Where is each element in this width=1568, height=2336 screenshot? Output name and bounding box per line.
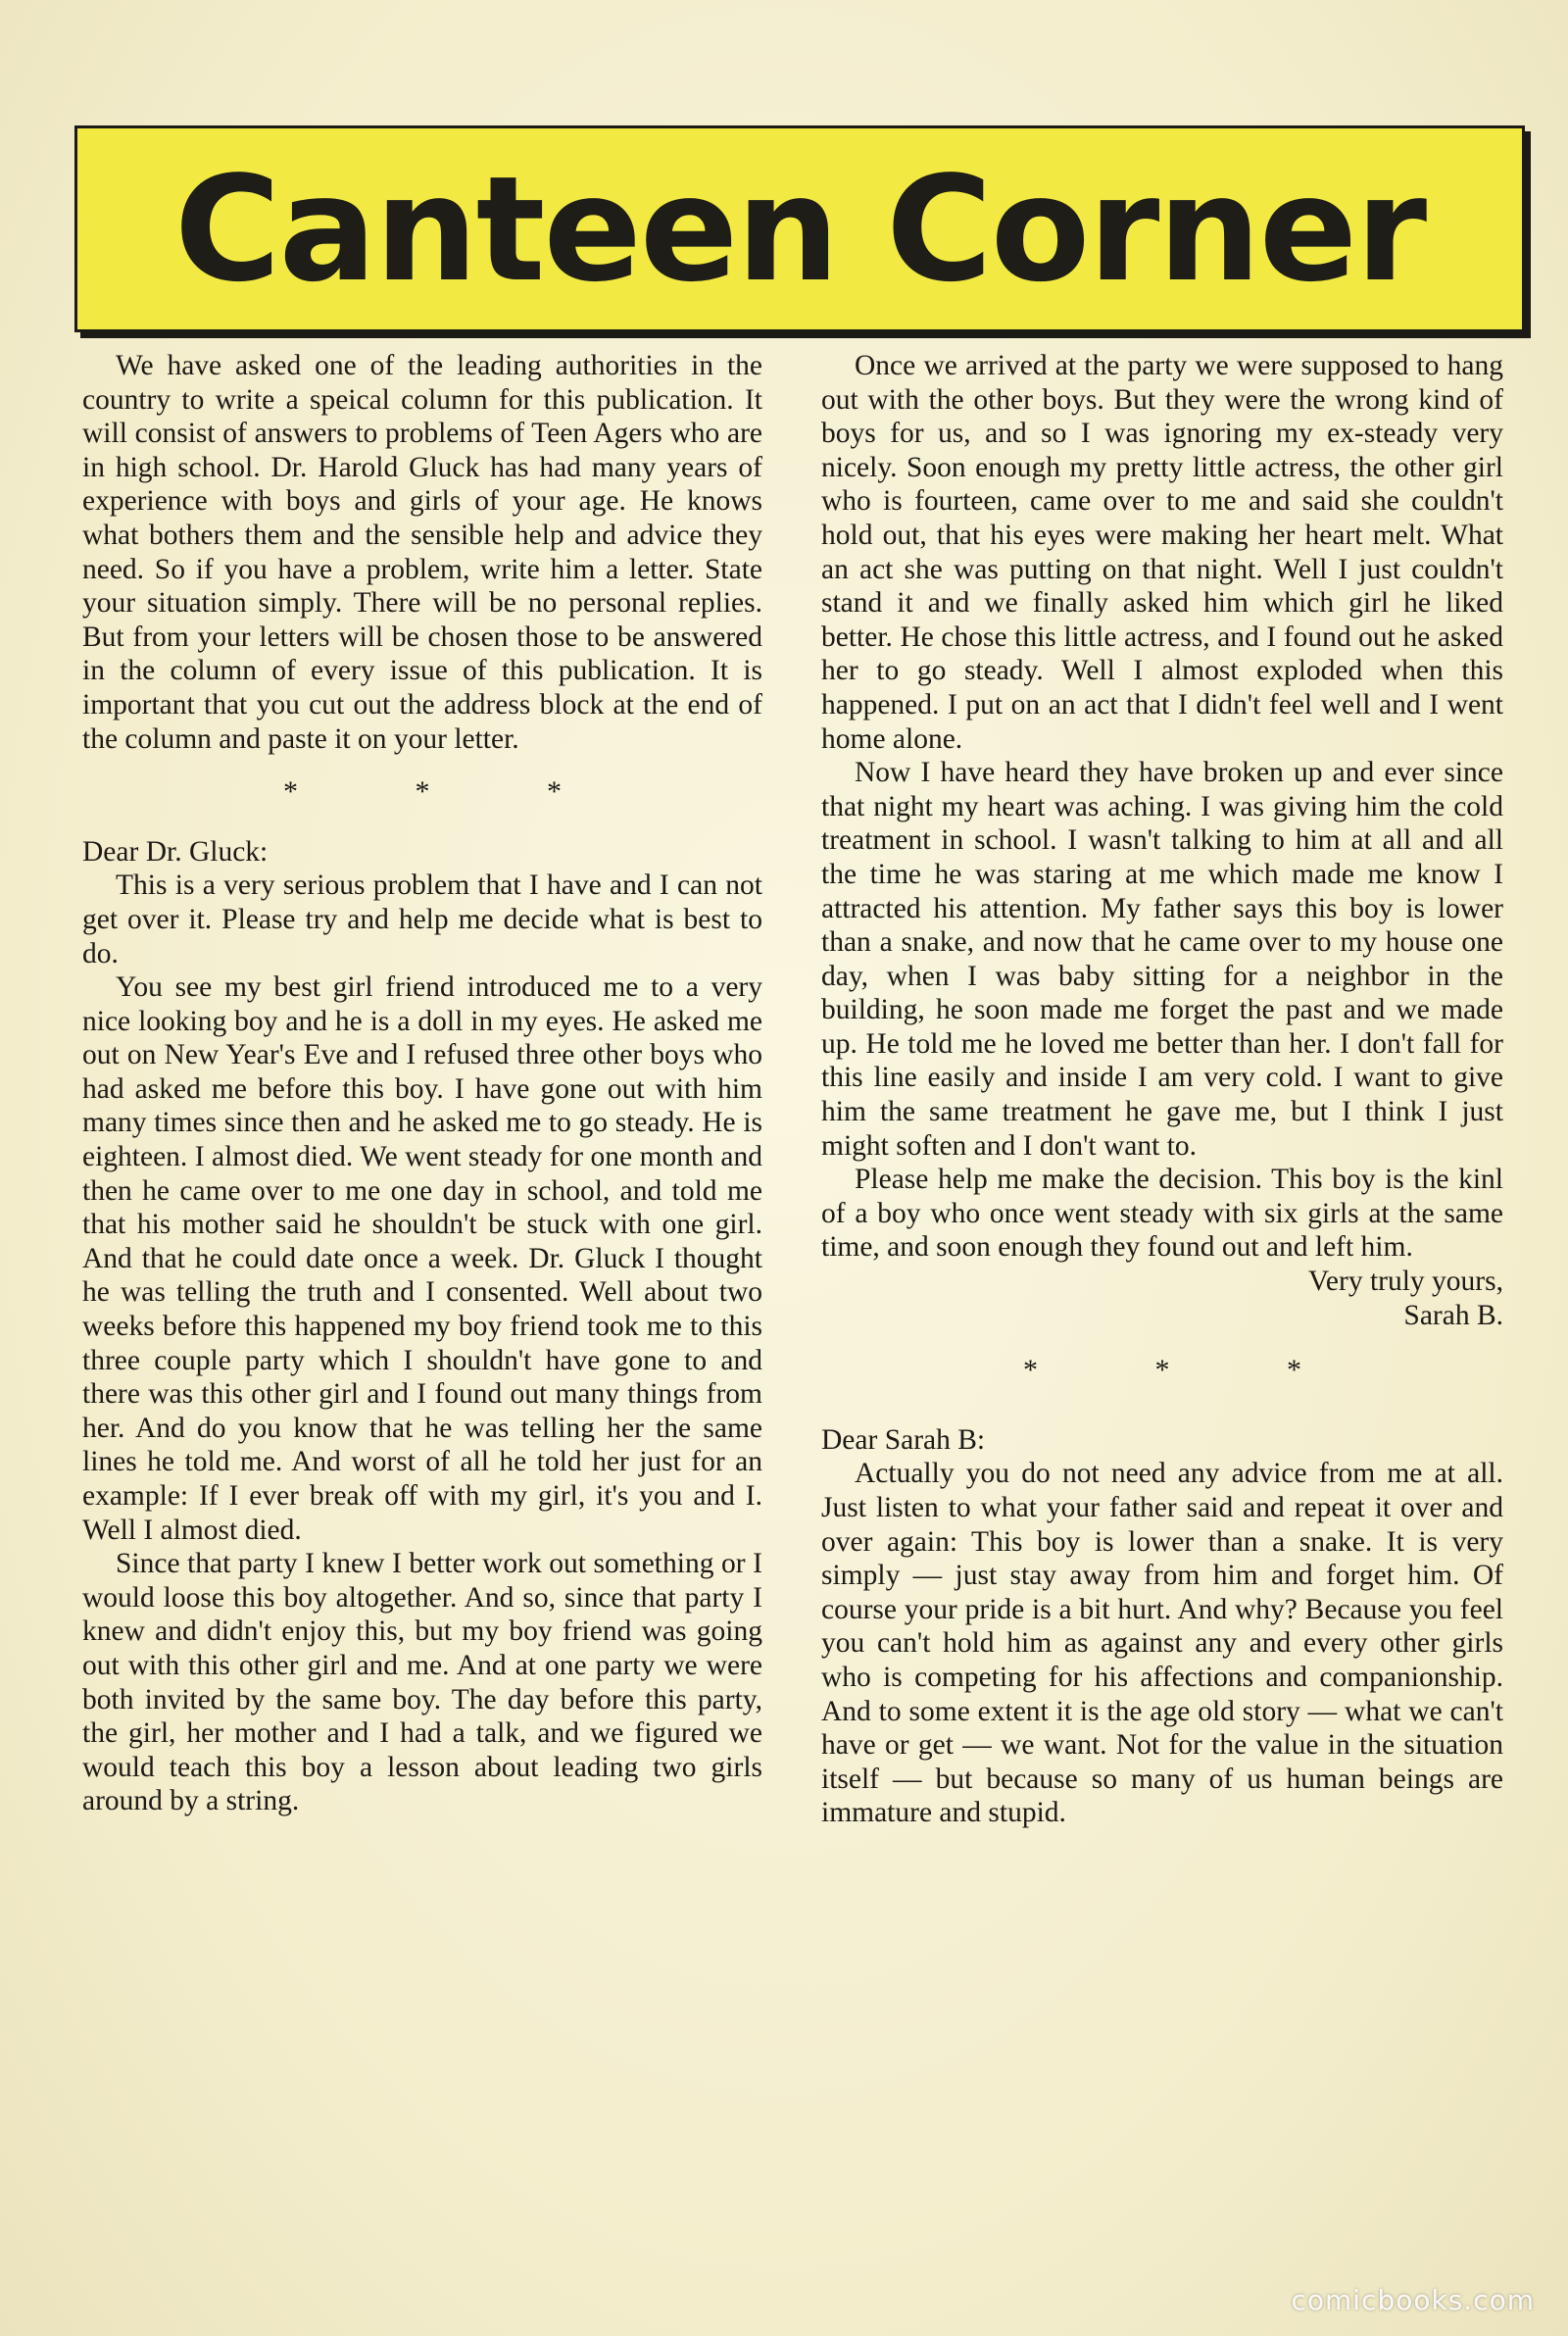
letter-paragraph: Now I have heard they have broken up and ever since that night my heart was aching. I was giving him the cold treatment in school. I wasn't talking to him at all and all the time he was staring at me which made me know I attracted his attention. My father says this boy is lower than a snake, and now that he came over to my house one day, when I was baby sitting for a neighbor in the building, he soon made me forget the past and we made up. He told me he loved me better than her. I don't fall for this line easily and inside I am very cold. I want to give him the same treatment he gave me, but I think I just might soften and I don't want to. xyxy=(821,757,1503,1162)
section-separator: * * * xyxy=(283,775,616,809)
intro-paragraph: We have asked one of the leading authorities in the country to write a speical column for this publication. It will consist of answers to problems of Teen Agers who are in high school. Dr. Harold Gluck has had many years of experience with boys and girls of your age. He knows what bothers them and the sensible help and advice they need. So if you have a problem, write him a letter. State your situation simply. There will be no personal replies. But from your letters will be chosen those to be answered in the column of every issue of this publication. It is important that you cut out the address block at the end of the column and paste it on your letter. xyxy=(82,350,762,755)
letter-signature: Sarah B. xyxy=(1403,1299,1503,1331)
letter-paragraph: You see my best girl friend introduced me to a very nice looking boy and he is a doll in my eyes. He asked me out on New Year's Eve and I refused three other boys who had asked me before this boy. I have gone out with him many times since then and he asked me to go steady. He is eighteen. I almost died. We went steady for one month and then he came over to me one day in school, and told me that his mother said he shouldn't be stuck with one girl. And that he could date once a week. Dr. Gluck I thought he was telling the truth and I consented. Well about two weeks before this happened my boy friend took me to this three couple party which I shouldn't have gone to and there was this other girl and I found out many things from her. And do you know that he was telling her the same lines he told me. And worst of all he told her just for an example: If I ever break off with my girl, it's you and I. Well I almost died. xyxy=(82,971,762,1546)
right-column xyxy=(821,349,1503,1830)
letter-closing: Very truly yours, xyxy=(1307,1266,1503,1298)
page-title: Canteen Corner xyxy=(173,144,1426,314)
letter-paragraph: This is a very serious problem that I have and I can not get over it. Please try and help me decide what is best to do. xyxy=(82,870,762,969)
left-column xyxy=(82,349,762,1818)
letter-salutation: Dear Dr. Gluck: xyxy=(82,835,269,868)
letter-paragraph: Please help me make the decision. This boy is the kinl of a boy who once went steady with six girls at the same time, and soon enough they found out and left him. xyxy=(821,1164,1503,1264)
title-banner xyxy=(74,125,1525,332)
reply-salutation: Dear Sarah B: xyxy=(821,1423,986,1456)
section-separator: * * * xyxy=(1023,1354,1356,1387)
letter-paragraph: Once we arrived at the party we were supposed to hang out with the other boys. But they were the wrong kind of boys for us, and so I was ignoring my ex-steady very nicely. Soon enough my pretty little actress, the other girl who is fourteen, came over to me and said she couldn't hold out, that his eyes were making her heart melt. What an act she was putting on that night. Well I just couldn't stand it and we finally asked him which girl he liked better. He chose this little actress, and I found out he asked her to go steady. Well I almost exploded when this happened. I put on an act that I didn't feel well and I went home alone. xyxy=(821,350,1503,755)
reply-paragraph: Actually you do not need any advice from me at all. Just listen to what your father said and repeat it over and over again: This boy is lower than a snake. It is very simply — just stay away from him and forget him. Of course your pride is a bit hurt. And why? Because you feel you can't hold him as against any and every other girls who is competing for his affections and companionship. And to some extent it is the age old story — what we can't have or get — we want. Not for the value in the situation itself — but because so many of us human beings are immature and stupid. xyxy=(821,1458,1503,1829)
letter-paragraph: Since that party I knew I better work out something or I would loose this boy altogether. And so, since that party I knew and didn't enjoy this, but my boy friend was going out with this other girl and me. And at one party we were both invited by the same boy. The day before this party, the girl, her mother and I had a talk, and we figured we would teach this boy a lesson about leading two girls around by a string. xyxy=(82,1548,762,1817)
site-watermark: comicbooks.com xyxy=(1291,2284,1535,2316)
